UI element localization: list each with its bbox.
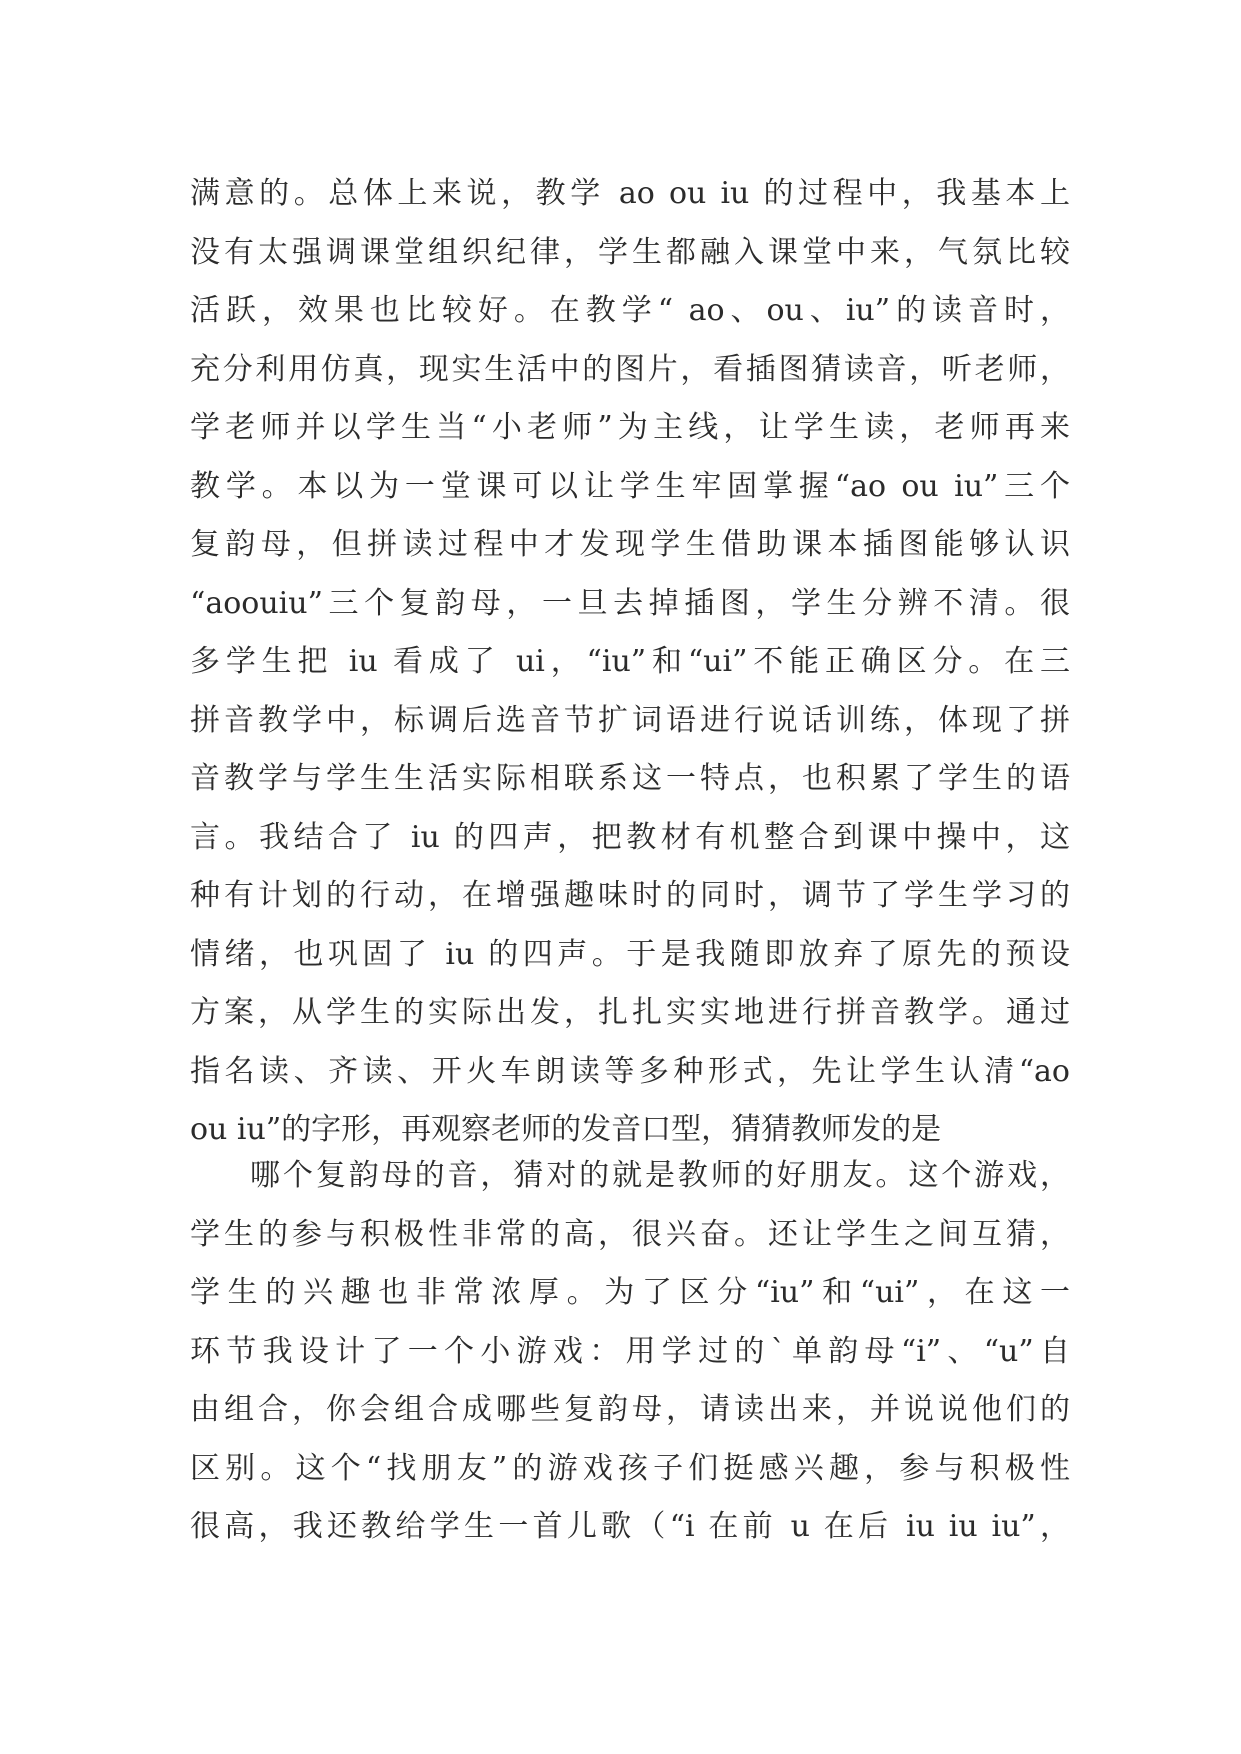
text-line: ou iu”的字形，再观察老师的发音口型，猜猜教师发的是 (190, 1112, 942, 1147)
text-line: 指名读、齐读、开火车朗读等多种形式，先让学生认清“ao (190, 1053, 1070, 1089)
text-line: 种有计划的行动，在增强趣味时的同时，调节了学生学习的 (190, 878, 1070, 913)
text-line: 复韵母，但拼读过程中才发现学生借助课本插图能够认识 (190, 527, 1070, 562)
text-line: 由组合，你会组合成哪些复韵母，请读出来，并说说他们的 (190, 1392, 1070, 1427)
text-line: 满意的。总体上来说，教学 ao ou iu 的过程中，我基本上 (190, 176, 1070, 211)
text-line: 充分利用仿真，现实生活中的图片，看插图猜读音，听老师， (190, 351, 1070, 387)
text-line: 教学。本以为一堂课可以让学生牢固掌握“ao ou iu”三个 (190, 468, 1070, 504)
paragraph-2 (190, 1147, 1070, 1557)
text-line: 学老师并以学生当“小老师”为主线，让学生读，老师再来 (190, 410, 1070, 445)
text-line: 哪个复韵母的音，猜对的就是教师的好朋友。这个游戏， (250, 1158, 1070, 1193)
text-line: 很高，我还教给学生一首儿歌（“i 在前 u 在后 iu iu iu”， (190, 1509, 1070, 1544)
text-line: 环节我设计了一个小游戏：用学过的`单韵母“i”、“u”自 (190, 1333, 1070, 1369)
text-line: 多学生把 iu 看成了 ui，“iu”和“ui”不能正确区分。在三 (190, 644, 1070, 679)
text-line: 学生的参与积极性非常的高，很兴奋。还让学生之间互猜， (190, 1216, 1070, 1252)
text-line: 区别。这个“找朋友”的游戏孩子们挺感兴趣，参与积极性 (190, 1450, 1070, 1486)
text-line: “aoouiu”三个复韵母，一旦去掉插图，学生分辨不清。很 (190, 585, 1070, 621)
text-line: 活跃，效果也比较好。在教学“ ao、ou、iu”的读音时， (190, 293, 1070, 328)
text-line: 没有太强调课堂组织纪律，学生都融入课堂中来，气氛比较 (190, 234, 1070, 270)
text-line: 方案，从学生的实际出发，扎扎实实地进行拼音教学。通过 (190, 995, 1070, 1030)
text-line: 学生的兴趣也非常浓厚。为了区分“iu”和“ui”，在这一 (190, 1275, 1070, 1310)
text-line: 拼音教学中，标调后选音节扩词语进行说话训练，体现了拼 (190, 702, 1070, 738)
text-line: 情绪，也巩固了 iu 的四声。于是我随即放弃了原先的预设 (190, 936, 1070, 972)
text-line: 言。我结合了 iu 的四声，把教材有机整合到课中操中，这 (190, 819, 1070, 855)
text-line: 音教学与学生生活实际相联系这一特点，也积累了学生的语 (190, 761, 1070, 796)
paragraph-1 (190, 165, 1070, 1160)
